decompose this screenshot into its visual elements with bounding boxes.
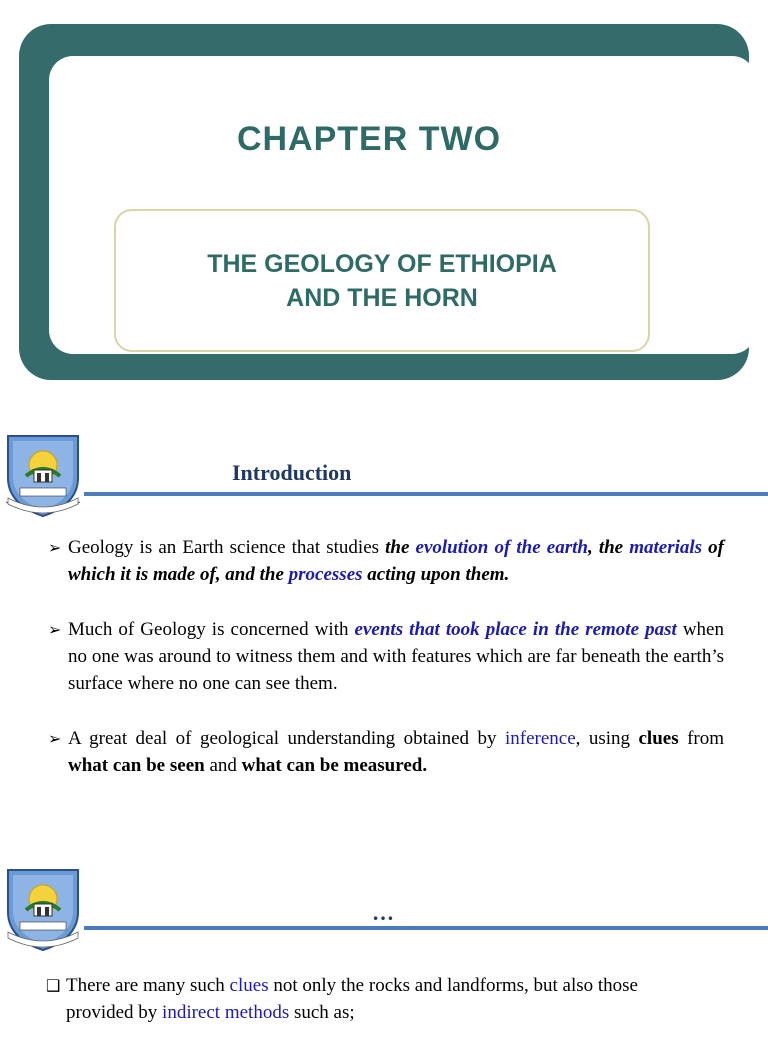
arrow-bullet-icon: ➢ [48, 538, 62, 557]
subtitle-box [114, 209, 650, 352]
bullet-geology-definition [48, 534, 724, 588]
header-rule [84, 926, 768, 930]
bullet-text: A great deal of geological understanding obtained by [68, 728, 505, 749]
emphasis-text: clues [229, 975, 269, 996]
square-bullet-icon: ❑ [46, 976, 61, 995]
arrow-bullet-icon: ➢ [48, 729, 62, 748]
bold-text: what can be measured. [241, 755, 428, 776]
bold-text: clues [638, 728, 679, 749]
slide-heading-introduction: Introduction [232, 460, 352, 485]
emphasis-text: materials [629, 537, 703, 558]
bullet-remote-past [48, 616, 724, 697]
slide-heading-ellipsis: … [372, 900, 394, 925]
header-rule [84, 492, 768, 496]
bold-text: what can be seen [68, 755, 205, 776]
bullet-text: acting upon them. [362, 564, 510, 585]
chapter-title: CHAPTER TWO [236, 120, 502, 158]
bullet-text: of which it is made of, and the [68, 537, 724, 585]
university-logo-icon [4, 866, 82, 952]
bullet-list [46, 972, 706, 1044]
bullet-clues [46, 972, 706, 1026]
subtitle-line-2: AND THE HORN [286, 283, 478, 312]
bullet-text: from [678, 728, 724, 749]
emphasis-text: processes [288, 564, 363, 585]
bullet-text: such as; [289, 1002, 355, 1023]
bullet-text: and [204, 755, 242, 776]
bullet-text: , using [575, 728, 639, 749]
bullet-text: Geology is an Earth science that studies [68, 537, 386, 558]
introduction-slide [0, 420, 768, 830]
bullet-text: Much of Geology is concerned with [68, 619, 355, 640]
emphasis-text: events that took place in the remote past [354, 619, 677, 640]
bullet-inference [48, 725, 724, 779]
bullet-text: not only the rocks and landforms, but also those provided by [66, 975, 638, 1023]
bullet-text: when no one was around to witness them and with features which are far beneath the earth’s surface where no one can see them. [68, 619, 724, 694]
emphasis-text: evolution of the earth [415, 537, 588, 558]
bullet-text: There are many such [66, 975, 230, 996]
bullet-text: the [385, 537, 416, 558]
bullet-list [48, 534, 724, 797]
bullet-text: , the [587, 537, 630, 558]
university-logo-icon [4, 432, 82, 518]
emphasis-text: indirect methods [162, 1002, 290, 1023]
subtitle-line-1: THE GEOLOGY OF ETHIOPIA [207, 249, 557, 278]
title-slide [0, 0, 768, 400]
emphasis-text: inference [504, 728, 576, 749]
continuation-slide [0, 852, 768, 1024]
arrow-bullet-icon: ➢ [48, 620, 62, 639]
